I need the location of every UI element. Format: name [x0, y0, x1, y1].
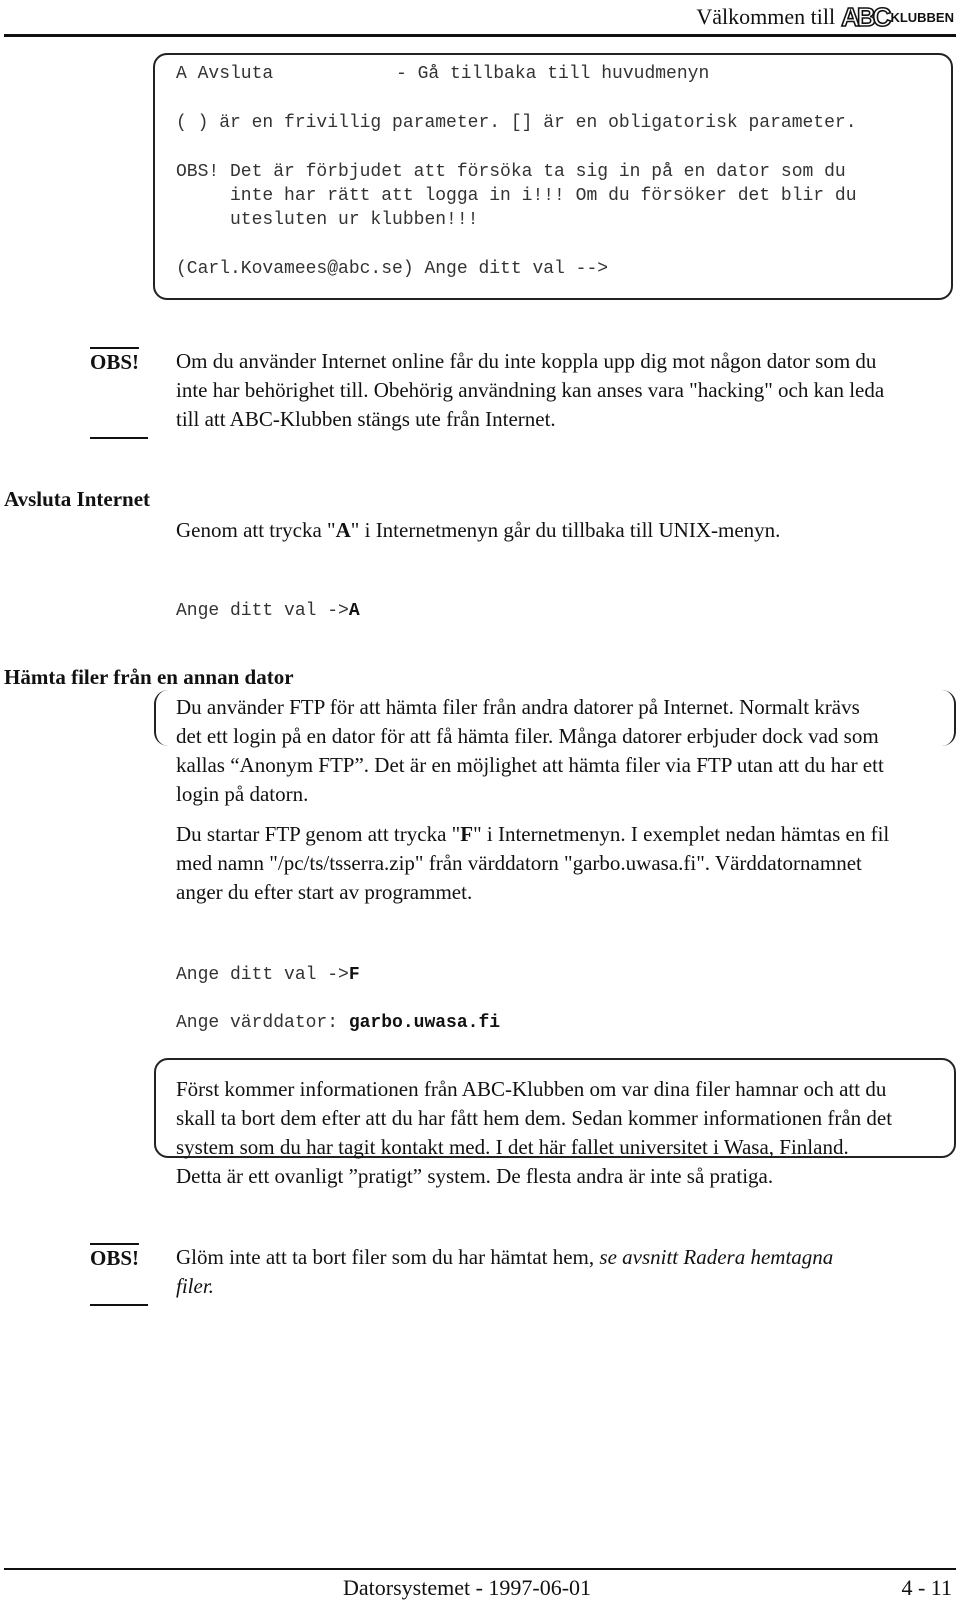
page-header — [696, 1, 954, 32]
obs2-italic-1: se avsnitt Radera hemtagna — [599, 1245, 834, 1269]
section2-prompt2-input: garbo.uwasa.fi — [348, 1013, 501, 1033]
section1-prompt-input: A — [348, 601, 360, 621]
obs2-text-1 — [176, 1243, 833, 1272]
section2-para3-line3: system som du har tagit kontakt med. I det här fallet universitet i Wasa, Finland. — [176, 1135, 849, 1159]
terminal-line-5: utesluten ur klubben!!! — [176, 210, 479, 230]
obs-label: OBS! — [90, 347, 139, 375]
logo-word: KLUBBEN — [890, 9, 954, 25]
terminal-prompt: (Carl.Kovamees@abc.se) Ange ditt val --> — [176, 259, 609, 279]
terminal-line-2: ( ) är en frivillig parameter. [] är en obligatorisk parameter. — [176, 113, 857, 133]
obs2-italic-2: filer. — [176, 1274, 214, 1298]
section2-para3-line1: Först kommer informationen från ABC-Klubben om var dina filer hamnar och att du — [176, 1077, 887, 1101]
section1-text-after: " i Internetmenyn går du tillbaka till UNIX-menyn. — [350, 518, 781, 542]
section2-para2-line3: anger du efter start av programmet. — [176, 880, 473, 904]
section1-key: A — [335, 518, 351, 542]
para2-key: F — [460, 822, 474, 846]
footer-left: Datorsystemet - 1997-06-01 — [343, 1575, 592, 1600]
obs-text-3: till att ABC-Klubben stängs ute från Internet. — [176, 407, 556, 431]
section2-para3-line4: Detta är ett ovanligt ”pratigt” system. De flesta andra är inte så pratiga. — [176, 1164, 774, 1188]
terminal-line-1b: - Gå tillbaka till huvudmenyn — [396, 64, 710, 84]
footer-rule — [4, 1568, 956, 1570]
abc-klubben-logo — [841, 1, 954, 32]
obs-text-1: Om du använder Internet online får du inte koppla upp dig mot någon dator som du — [176, 349, 877, 373]
section2-para2-line1 — [176, 820, 889, 849]
obs-underline-2 — [90, 1304, 148, 1306]
obs2-text-2 — [176, 1272, 214, 1301]
section-heading-hamta: Hämta filer från en annan dator — [4, 665, 294, 689]
section2-para3-line2: skall ta bort dem efter att du har fått hem dem. Sedan kommer informationen från det — [176, 1106, 893, 1130]
terminal-line-3: OBS! Det är förbjudet att försöka ta sig in på en dator som du — [176, 162, 846, 182]
section-heading-avsluta: Avsluta Internet — [4, 487, 151, 511]
section2-prompt1-input: F — [348, 965, 360, 985]
section2-para2-line2: med namn "/pc/ts/tsserra.zip" från värddatorn "garbo.uwasa.fi". Värddatornamnet — [176, 851, 862, 875]
section2-prompt2-text: Ange värddator: — [176, 1013, 349, 1033]
para2-after: " i Internetmenyn. I exemplet nedan hämtas en fil — [473, 822, 890, 846]
logo-letters: ABC — [841, 1, 889, 32]
header-rule — [4, 34, 956, 37]
section2-para1-line3: kallas “Anonym FTP”. Det är en möjlighet att hämta filer via FTP utan att du har ett — [176, 753, 884, 777]
terminal-line-1a: A Avsluta — [176, 64, 274, 84]
section1-prompt — [176, 601, 360, 621]
obs-underline — [90, 437, 148, 439]
obs2-text: Glöm inte att ta bort filer som du har hämtat hem, — [176, 1245, 600, 1269]
section2-prompt-1 — [176, 965, 360, 985]
section2-para1-line1: Du använder FTP för att hämta filer från andra datorer på Internet. Normalt krävs — [176, 695, 860, 719]
section2-para1-line2: det ett login på en dator för att få hämta filer. Många datorer erbjuder dock vad som — [176, 724, 879, 748]
section2-prompt1-text: Ange ditt val -> — [176, 965, 349, 985]
obs-label-2: OBS! — [90, 1243, 139, 1271]
section1-text-before: Genom att trycka " — [176, 518, 336, 542]
para2-before: Du startar FTP genom att trycka " — [176, 822, 461, 846]
section2-para1-line4: login på datorn. — [176, 782, 309, 806]
obs-text-2: inte har behörighet till. Obehörig användning kan anses vara "hacking" och kan leda — [176, 378, 885, 402]
page-number: 4 - 11 — [901, 1575, 952, 1600]
section1-text — [176, 518, 780, 543]
section1-prompt-text: Ange ditt val -> — [176, 601, 349, 621]
section2-prompt-2 — [176, 1013, 500, 1033]
terminal-line-4: inte har rätt att logga in i!!! Om du försöker det blir du — [176, 186, 857, 206]
header-title: Välkommen till — [696, 4, 836, 29]
